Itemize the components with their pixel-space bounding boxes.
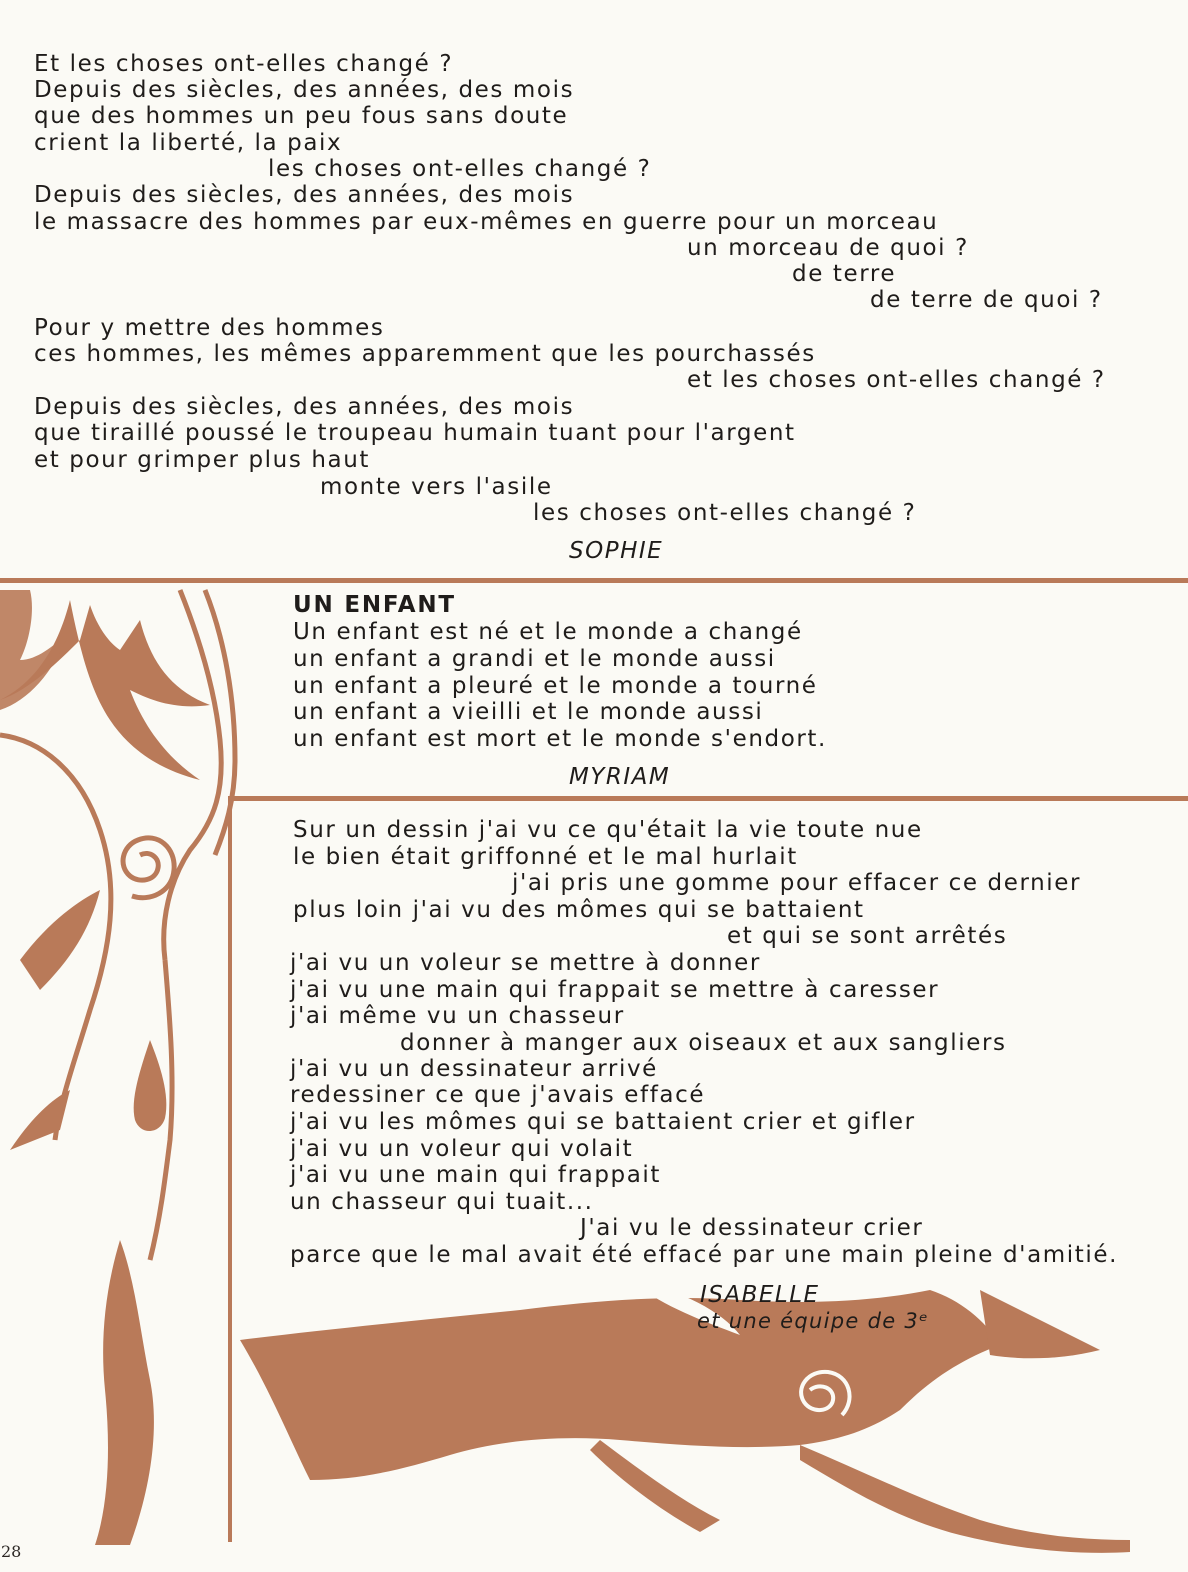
poem-line: Et les choses ont-elles changé ? bbox=[34, 51, 454, 77]
poem-line: j'ai même vu un chasseur bbox=[290, 1003, 625, 1029]
spiral bbox=[123, 838, 174, 898]
poem-line: Depuis des siècles, des années, des mois bbox=[34, 394, 575, 420]
poem-line: un chasseur qui tuait... bbox=[290, 1189, 594, 1215]
poem-line: j'ai vu un voleur se mettre à donner bbox=[290, 950, 761, 976]
poem-line: plus loin j'ai vu des mômes qui se battaient bbox=[293, 897, 865, 923]
poem-line: redessiner ce que j'avais effacé bbox=[290, 1082, 706, 1108]
poem-line: j'ai vu une main qui frappait bbox=[290, 1162, 662, 1188]
poem-title: UN ENFANT bbox=[293, 592, 456, 618]
poem-line: et pour grimper plus haut bbox=[34, 447, 370, 473]
vertical-rule bbox=[228, 796, 232, 1542]
drop-shape bbox=[134, 1040, 167, 1131]
poem-line: les choses ont-elles changé ? bbox=[533, 500, 917, 526]
poem-line: Pour y mettre des hommes bbox=[34, 315, 385, 341]
poem-line: que des hommes un peu fous sans doute bbox=[34, 103, 569, 129]
author-subtitle: et une équipe de 3ᵉ bbox=[697, 1309, 930, 1333]
poem-line: parce que le mal avait été effacé par une main pleine d'amitié. bbox=[290, 1242, 1119, 1268]
author-signature: ISABELLE bbox=[700, 1282, 820, 1308]
poem-line: Sur un dessin j'ai vu ce qu'était la vie toute nue bbox=[293, 817, 923, 843]
poem-line: un enfant a grandi et le monde aussi bbox=[293, 646, 776, 672]
poem-line: J'ai vu le dessinateur crier bbox=[580, 1215, 924, 1241]
poem-line: que tiraillé poussé le troupeau humain tuant pour l'argent bbox=[34, 420, 796, 446]
bottom-branch-root bbox=[590, 1440, 720, 1532]
author-signature: MYRIAM bbox=[569, 764, 671, 790]
poem-line: Un enfant est né et le monde a changé bbox=[293, 619, 803, 645]
poem-line: le massacre des hommes par eux-mêmes en guerre pour un morceau bbox=[34, 209, 939, 235]
separator-rule-top bbox=[0, 578, 1188, 583]
poem-line: j'ai vu un voleur qui volait bbox=[290, 1136, 634, 1162]
poem-line: Depuis des siècles, des années, des mois bbox=[34, 77, 575, 103]
author-signature: SOPHIE bbox=[569, 538, 664, 564]
poem-line: un enfant est mort et le monde s'endort. bbox=[293, 726, 827, 752]
separator-rule-middle bbox=[228, 796, 1188, 801]
poem-line: j'ai pris une gomme pour effacer ce dernier bbox=[512, 870, 1082, 896]
poem-line: j'ai vu une main qui frappait se mettre à caresser bbox=[290, 977, 940, 1003]
poem-line: les choses ont-elles changé ? bbox=[268, 156, 652, 182]
poem-line: monte vers l'asile bbox=[320, 474, 553, 500]
poem-line: de terre bbox=[792, 261, 897, 287]
poem-line: Depuis des siècles, des années, des mois bbox=[34, 182, 575, 208]
poem-line: un enfant a vieilli et le monde aussi bbox=[293, 699, 764, 725]
poem-line: un enfant a pleuré et le monde a tourné bbox=[293, 673, 818, 699]
poem-line: j'ai vu les mômes qui se battaient crier et gifler bbox=[290, 1109, 916, 1135]
poem-line: ces hommes, les mêmes apparemment que les pourchassés bbox=[34, 341, 816, 367]
trunk-fill bbox=[95, 1240, 154, 1545]
bottom-branch-tip bbox=[980, 1290, 1100, 1358]
poem-line: un morceau de quoi ? bbox=[687, 235, 969, 261]
poem-line: donner à manger aux oiseaux et aux sangliers bbox=[400, 1030, 1007, 1056]
poem-line: crient la liberté, la paix bbox=[34, 130, 343, 156]
poem-line: le bien était griffonné et le mal hurlait bbox=[293, 844, 798, 870]
branch-shape bbox=[0, 590, 70, 710]
bottom-branch-tail bbox=[800, 1445, 1130, 1553]
poem-line: j'ai vu un dessinateur arrivé bbox=[290, 1056, 658, 1082]
poem-line: et les choses ont-elles changé ? bbox=[687, 367, 1106, 393]
branch-shape bbox=[10, 1090, 70, 1150]
poem-line: de terre de quoi ? bbox=[870, 287, 1103, 313]
page-number: 28 bbox=[1, 1542, 22, 1561]
branch-shape bbox=[20, 890, 100, 990]
poem-line: et qui se sont arrêtés bbox=[727, 923, 1008, 949]
